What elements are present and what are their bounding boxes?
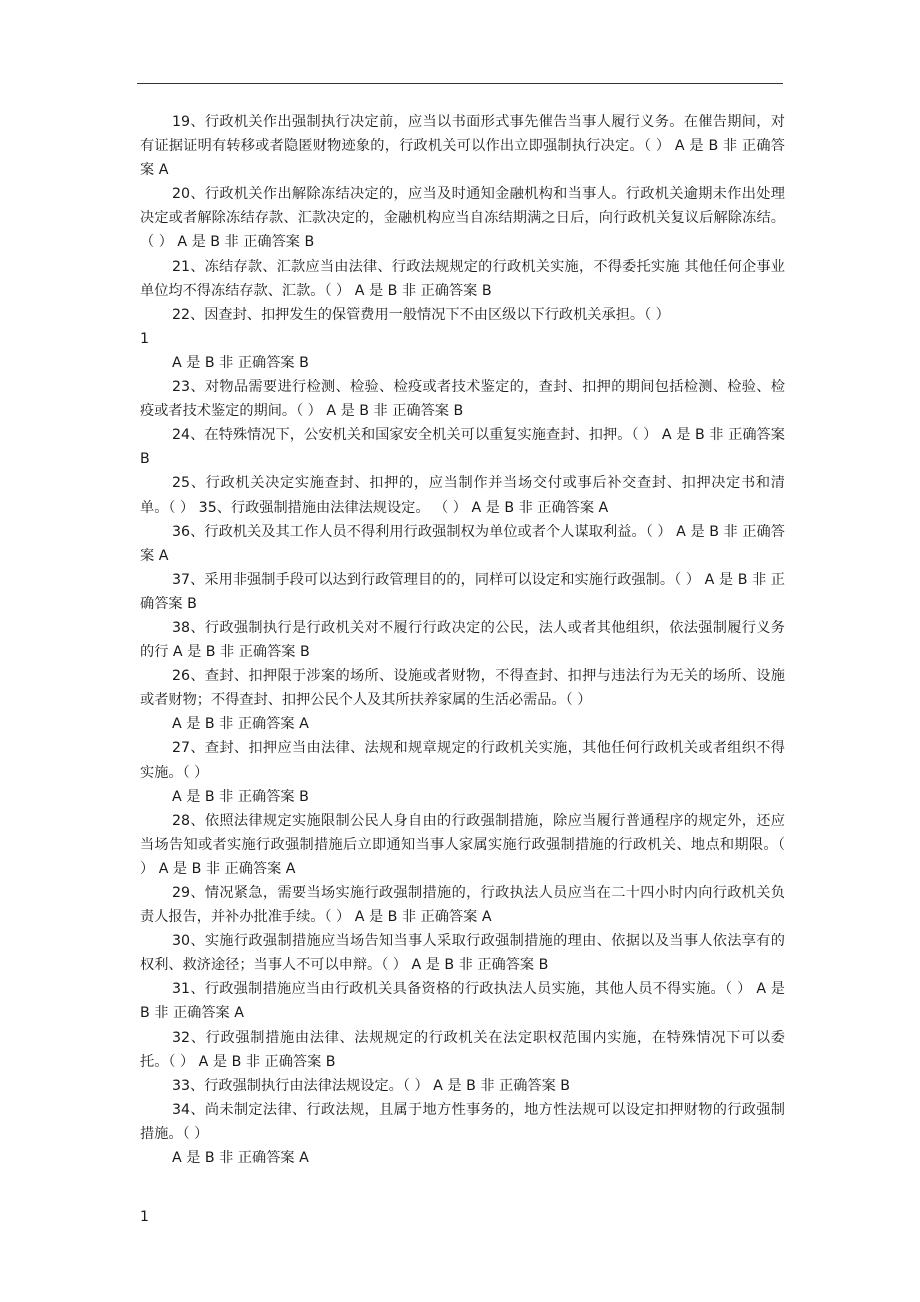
paragraph: 30、实施行政强制措施应当场告知当事人采取行政强制措施的理由、依据以及当事人依法享有的权利、救济途径；当事人不可以申辩。（ ） A 是 B 非 正确答案 B [140, 933, 785, 974]
paragraph: 29、情况紧急，需要当场实施行政强制措施的，行政执法人员应当在二十四小时内向行政机关负责人报告，并补办批准手续。（ ） A 是 B 非 正确答案 A [140, 885, 785, 926]
paragraph: 38、行政强制执行是行政机关对不履行行政决定的公民，法人或者其他组织，依法强制履行义务的行 A 是 B 非 正确答案 B [140, 619, 785, 661]
question-list [140, 110, 785, 1170]
paragraph: A 是 B 非 正确答案 B [172, 354, 309, 371]
paragraph: 20、行政机关作出解除冻结决定的，应当及时通知金融机构和当事人。行政机关逾期未作出处理决定或者解除冻结存款、汇款决定的，金融机构应当自冻结期满之日后，向行政机关复议后解除冻结。（ ） A 是 B 非 正确答案 B [140, 186, 785, 251]
paragraph: 33、行政强制执行由法律法规设定。（ ） A 是 B 非 正确答案 B [172, 1077, 571, 1094]
paragraph: A 是 B 非 正确答案 B [172, 788, 309, 805]
paragraph: 21、冻结存款、汇款应当由法律、行政法规规定的行政机关实施，不得委托实施 其他任何企事业单位均不得冻结存款、汇款。（ ） A 是 B 非 正确答案 B [140, 258, 785, 299]
paragraph: 19、行政机关作出强制执行决定前，应当以书面形式事先催告当事人履行义务。在催告期间，对有证据证明有转移或者隐匿财物迹象的，行政机关可以作出立即强制执行决定。（ ） A 是 B 非 正确答案 A [140, 114, 785, 179]
paragraph: 23、对物品需要进行检测、检验、检疫或者技术鉴定的，查封、扣押的期间包括检测、检验、检疫或者技术鉴定的期间。（ ） A 是 B 非 正确答案 B [140, 379, 785, 420]
page-number: 1 [140, 1209, 149, 1225]
paragraph: 34、尚未制定法律、行政法规，且属于地方性事务的，地方性法规可以设定扣押财物的行政强制措施。（ ） [140, 1101, 785, 1142]
paragraph: 22、因查封、扣押发生的保管费用一般情况下不由区级以下行政机关承担。（ ） [172, 306, 670, 323]
paragraph: 32、行政强制措施由法律、法规规定的行政机关在法定职权范围内实施，在特殊情况下可以委托。（ ） A 是 B 非 正确答案 B [140, 1029, 785, 1070]
paragraph: 24、在特殊情况下，公安机关和国家安全机关可以重复实施查封、扣押。（ ） A 是 B 非 正确答案 B [140, 427, 785, 468]
paragraph: A 是 B 非 正确答案 A [172, 1150, 309, 1167]
paragraph: 37、采用非强制手段可以达到行政管理目的的，同样可以设定和实施行政强制。（ ） A 是 B 非 正确答案 B [140, 571, 785, 612]
paragraph: 25、行政机关决定实施查封、扣押的，应当制作并当场交付或事后补交查封、扣押决定书和清单。（ ） 35、行政强制措施由法律法规设定。 （ ） A 是 B 非 正确答案 A [140, 475, 785, 516]
header-rule [137, 83, 783, 84]
stray-page-number: 1 [140, 330, 150, 347]
paragraph: 26、查封、扣押限于涉案的场所、设施或者财物，不得查封、扣押与违法行为无关的场所、设施或者财物；不得查封、扣押公民个人及其所扶养家属的生活必需品。（ ） [140, 668, 785, 709]
paragraph: 31、行政强制措施应当由行政机关具备资格的行政执法人员实施，其他人员不得实施。（ ） A 是 B 非 正确答案 A [140, 981, 785, 1022]
paragraph: 36、行政机关及其工作人员不得利用行政强制权为单位或者个人谋取利益。（ ） A 是 B 非 正确答案 A [140, 523, 785, 564]
paragraph: 28、依照法律规定实施限制公民人身自由的行政强制措施，除应当履行普通程序的规定外，还应当场告知或者实施行政强制措施后立即通知当事人家属实施行政强制措施的行政机关、地点和期限。（ ） A 是 B 非 正确答案 A [140, 812, 785, 877]
paragraph: A 是 B 非 正确答案 A [172, 716, 309, 733]
paragraph: 27、查封、扣押应当由法律、法规和规章规定的行政机关实施，其他任何行政机关或者组织不得实施。（ ） [140, 740, 785, 781]
